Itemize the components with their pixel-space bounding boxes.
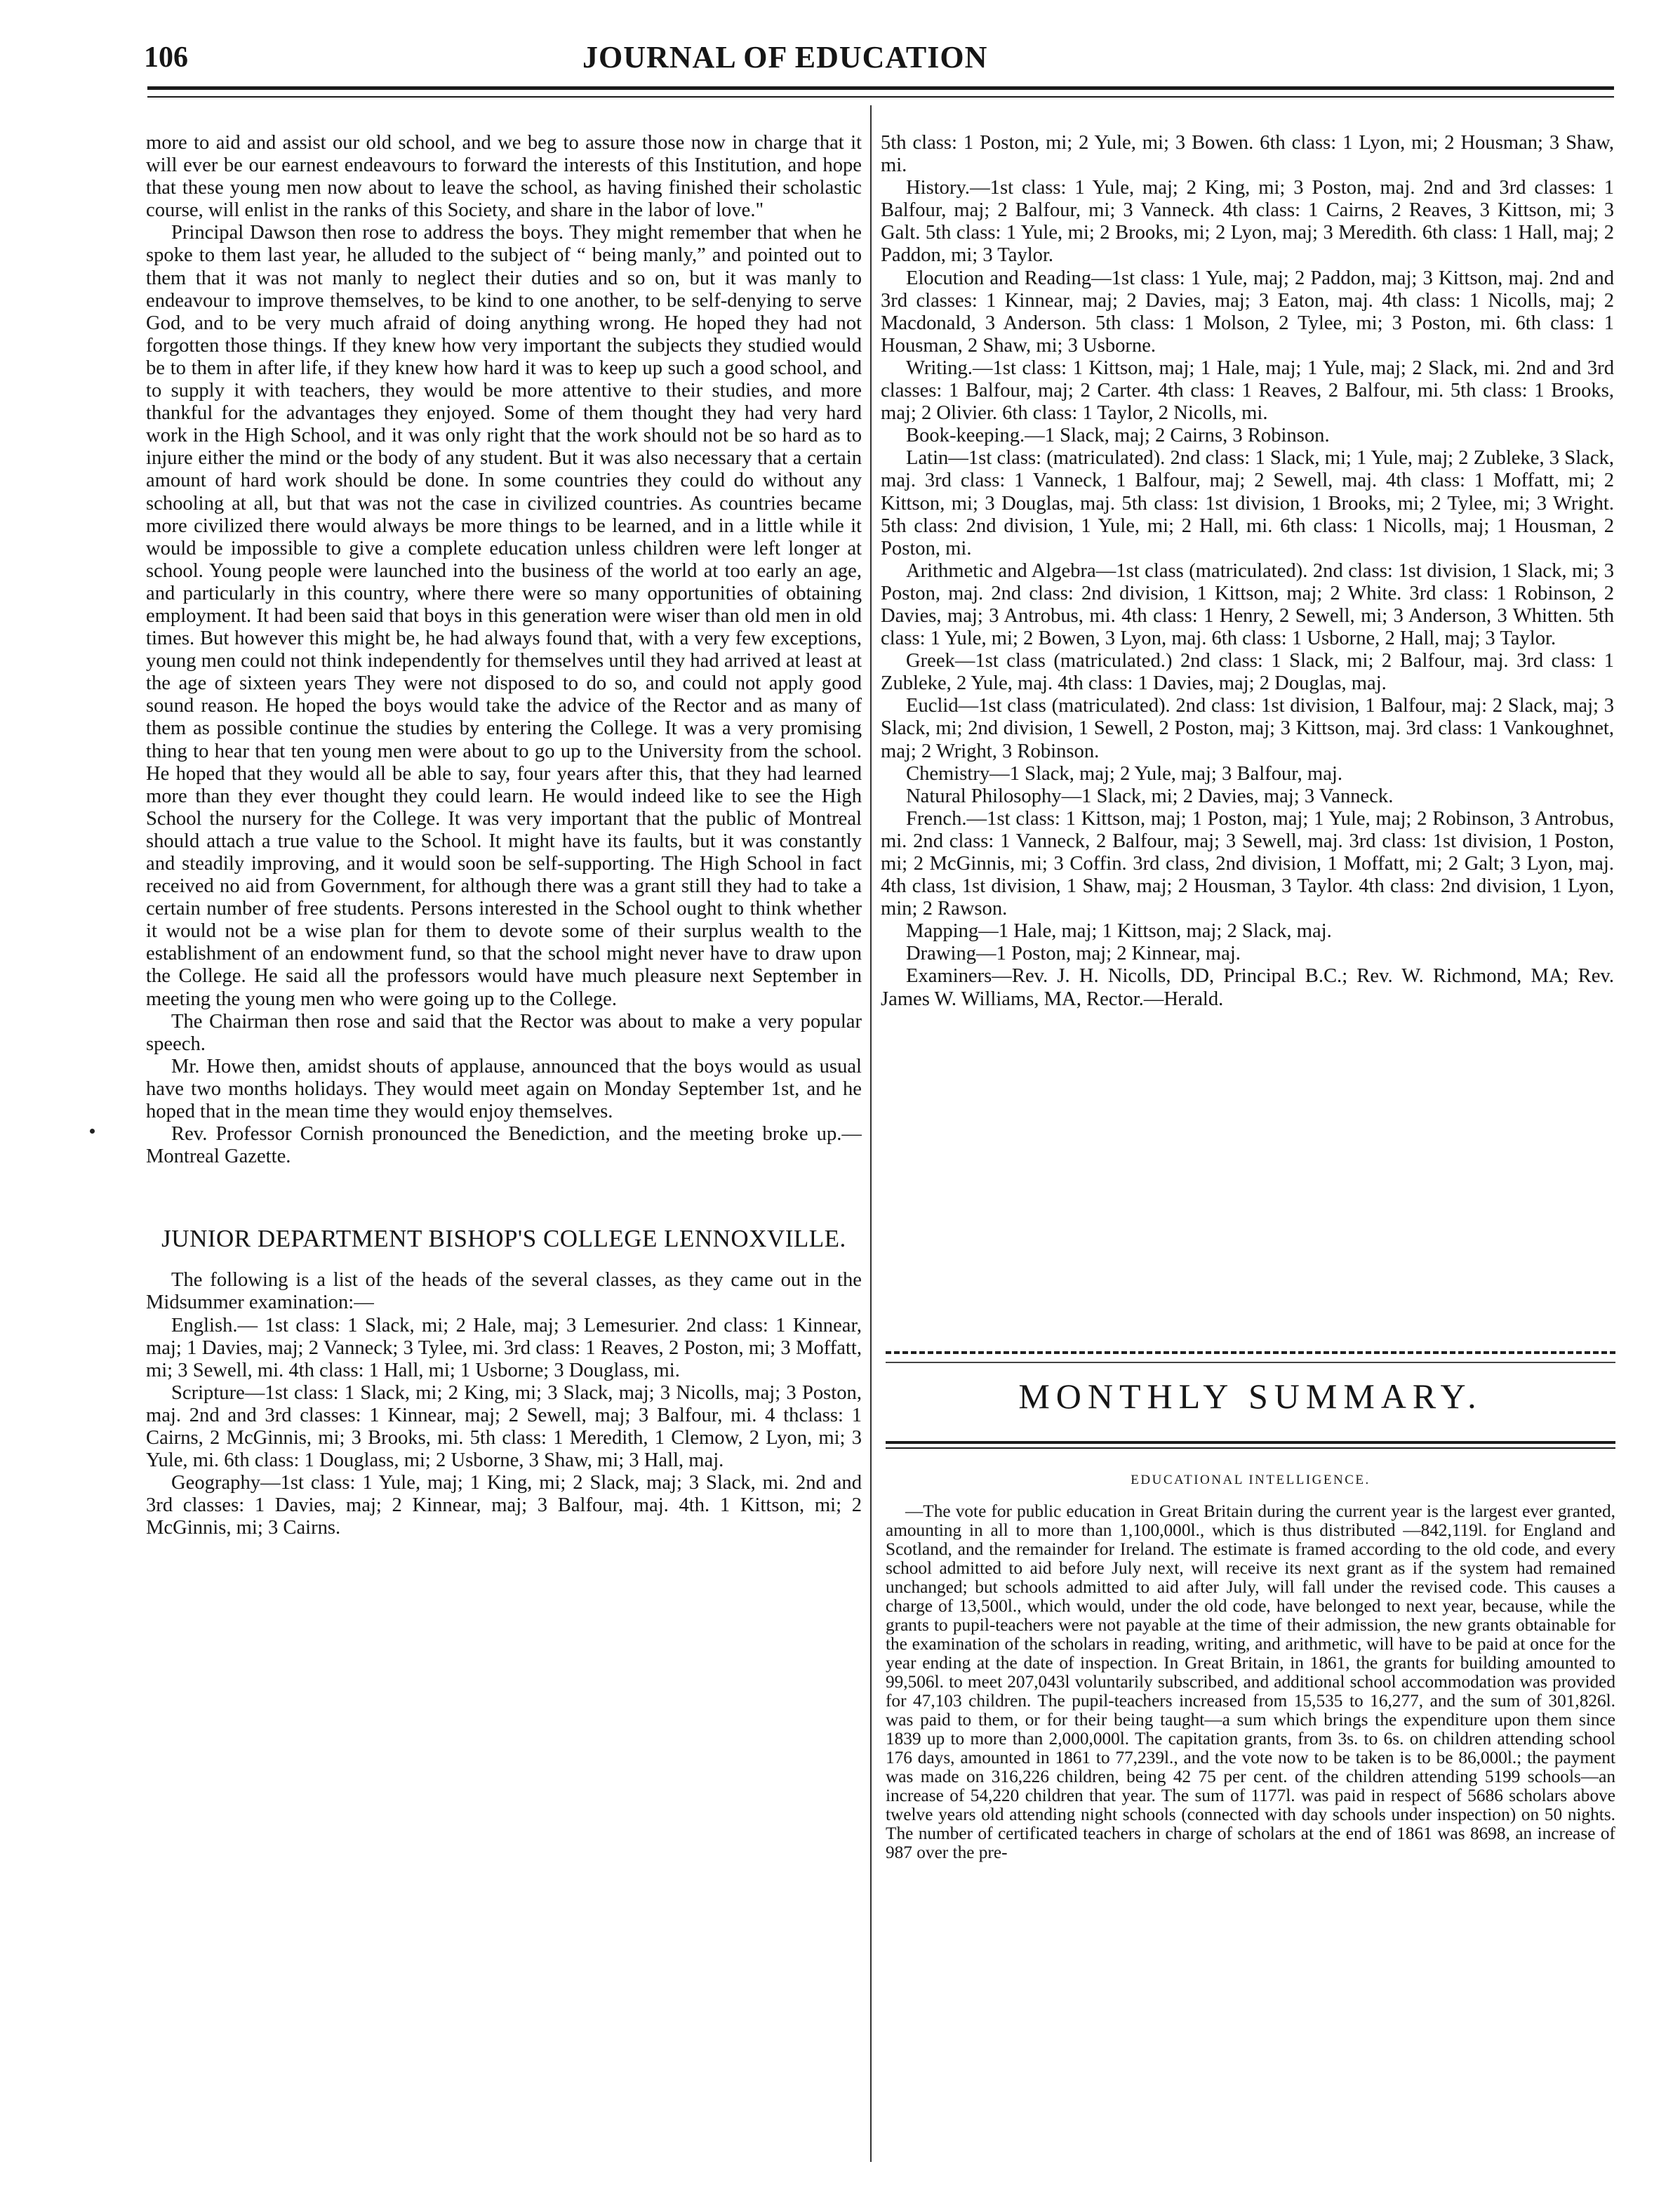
paragraph: The following is a list of the heads of the several classes, as they came out in the Midsummer examination:— <box>146 1269 862 1314</box>
paragraph: Greek—1st class (matriculated.) 2nd class: 1 Slack, mi; 2 Balfour, maj. 3rd class: 1 Zubleke, 2 Yule, maj. 4th class: 1 Davies, maj; 2 Douglas, maj. <box>881 650 1614 695</box>
section-divider-line <box>886 1362 1615 1363</box>
summary-rule-thick <box>886 1441 1615 1444</box>
paragraph: Mapping—1 Hale, maj; 1 Kittson, maj; 2 Slack, maj. <box>906 920 1332 943</box>
column-divider <box>870 105 872 2162</box>
section-divider-dashed <box>886 1351 1615 1354</box>
section-heading: JUNIOR DEPARTMENT BISHOP'S COLLEGE LENNOXVILLE. <box>161 1225 846 1253</box>
summary-subheading: EDUCATIONAL INTELLIGENCE. <box>1131 1473 1371 1487</box>
paragraph: Examiners—Rev. J. H. Nicolls, DD, Principal B.C.; Rev. W. Richmond, MA; Rev. James W. Williams, MA, Rector.—Herald. <box>881 965 1614 1010</box>
paragraph: English.— 1st class: 1 Slack, mi; 2 Hale, maj; 3 Lemesurier. 2nd class: 1 Kinnear, maj; 1 Davies, maj; 2 Vanneck; 3 Tylee, mi. 3rd class: 1 Reaves, 2 Poston, mi; 3 Moffatt, mi; 3 Sewell, mi. 4th class: 1 Hall, mi; 1 Usborne; 3 Douglass, mi. <box>146 1314 862 1381</box>
paragraph: —The vote for public education in Great Britain during the current year is the largest ever granted, amounting in all to more than 1,100,000l., which is thus distributed —842,119l. for England and Scotland, and the remainder for Ireland. The estimate is framed according to the old code, and every school admitted to aid before July next, will receive its next grant as if the system had remained unchanged; but schools admitted to aid after July, will fall under the revised code. This causes a charge of 13,500l., which would, under the old code, have belonged to next year, because, while the grants to pupil-teachers were not payable at the time of their admission, the new grants obtainable for the examination of the scholars in reading, writing, and arithmetic, will have to be paid at once for the year ending at the date of inspection. In Great Britain, in 1861, the grants for building amounted to 99,506l. to meet 207,043l voluntarily subscribed, and additional school accommodation was provided for 47,103 children. The pupil-teachers increased from 15,535 to 16,277, and the sum of 301,826l. was paid to them, or for their being taught—a sum which brings the expenditure upon them since 1839 up to more than 2,000,000l. The capitation grants, from 3s. to 6s. on children attending school 176 days, amounted in 1861 to 77,239l., and the vote now to be taken is to be 86,000l.; the payment was made on 316,226 children, being 42 75 per cent. of the children attending 5199 schools—an increase of 54,220 children that year. The sum of 1177l. was paid in respect of 5686 scholars above twelve years old attending night schools (connected with day schools under inspection) on 50 nights. The number of certificated teachers in charge of scholars at the end of 1861 was 8698, an increase of 987 over the pre- <box>886 1502 1615 1862</box>
paragraph: Arithmetic and Algebra—1st class (matriculated). 2nd class: 1st division, 1 Slack, mi; 3 Poston, maj. 2nd class: 2nd division, 1 Kittson, maj; 2 White. 3rd class: 1 Robinson, 2 Davies, maj; 3 Antrobus, mi. 4th class: 1 Henry, 2 Sewell, mi; 3 Anderson, 3 Whitten. 5th class: 1 Yule, mi; 2 Bowen, 3 Lyon, maj. 6th class: 1 Usborne, 2 Hall, maj; 3 Taylor. <box>881 559 1614 650</box>
paragraph: History.—1st class: 1 Yule, maj; 2 King, mi; 3 Poston, maj. 2nd and 3rd classes: 1 Balfour, maj; 2 Balfour, mi; 3 Vanneck. 4th class: 1 Cairns, 2 Reaves, 3 Kittson, mi; 3 Galt. 5th class: 1 Yule, mi; 2 Brooks, mi; 2 Lyon, maj; 3 Meredith. 6th class: 1 Hall, maj; 2 Paddon, mi; 3 Taylor. <box>881 177 1614 267</box>
paragraph: Scripture—1st class: 1 Slack, mi; 2 King, mi; 3 Slack, maj; 3 Nicolls, maj; 3 Poston, maj. 2nd and 3rd classes: 1 Kinnear, maj; 2 Sewell, maj; 3 Balfour, mi. 4 thclass: 1 Cairns, 2 McGinnis, mi; 3 Brooks, mi. 5th class: 1 Meredith, 1 Clemow, 2 Lyon, mi; 3 Yule, mi. 6th class: 1 Douglass, mi; 2 Usborne, 3 Shaw, mi; 3 Hall, maj. <box>146 1381 862 1472</box>
running-title: JOURNAL OF EDUCATION <box>582 40 988 74</box>
paragraph: Book-keeping.—1 Slack, maj; 2 Cairns, 3 Robinson. <box>906 425 1330 447</box>
paragraph: more to aid and assist our old school, and we beg to assure those now in charge that it will ever be our earnest endeavours to forward the interests of this Institution, and hope that these young men now about to leave the school, as having finished their scholastic course, will enlist in the ranks of this Society, and share in the labor of love." <box>146 132 862 222</box>
paragraph: Latin—1st class: (matriculated). 2nd class: 1 Slack, mi; 1 Yule, maj; 2 Zubleke, 3 Slack, maj. 3rd class: 1 Vanneck, 1 Balfour, maj; 2 Sewell, maj. 4th class: 1 Moffatt, mi; 2 Kittson, mi; 3 Douglas, maj. 5th class: 1st division, 1 Brooks, mi; 2 Tylee, mi; 3 Wright. 5th class: 2nd division, 1 Yule, mi; 2 Hall, mi. 6th class: 1 Nicolls, maj; 1 Housman, 2 Poston, mi. <box>881 447 1614 559</box>
summary-title: MONTHLY SUMMARY. <box>1018 1376 1483 1416</box>
paragraph: Principal Dawson then rose to address the boys. They might remember that when he spoke to them last year, he alluded to the subject of “ being manly,” and pointed out to them that it was not manly to neglect their duties and so on, but it was manly to endeavour to improve themselves, to be kind to one another, to be self-denying to serve God, and to be very much afraid of doing anything wrong. He hoped they had not forgotten those things. If they knew how very important the subjects they studied would be to them in after life, if they knew how hard it was to keep up such a good school, and to supply it with teachers, they would be more attentive to their studies, and more thankful for the advantages they enjoyed. Some of them thought they had very hard work in the High School, and it was only right that the work should not be so hard as to injure either the mind or the body of any student. But it was also necessary that a certain amount of hard work should be done. In some countries they could do without any schooling at all, but that was not the case in civilized countries. As countries became more civilized there would always be more things to be learned, and in a little while it would be impossible to give a complete education unless children were left longer at school. Young people were launched into the business of the world at too early an age, and particularly in this country, where there were so many opportunities of obtaining employment. It had been said that boys in this generation were wiser than old men in old times. But however this might be, he had always found that, with a very few exceptions, young men could not think independently for themselves until they had arrived at least at the age of sixteen years They were not disposed to do so, and could not apply good sound reason. He hoped the boys would take the advice of the Rector and as many of them as possible continue the studies by entering the College. It was a very promising thing to hear that ten young men were about to go up to the University from the school. He hoped that they would all be able to say, four years after this, that they had learned more than they ever thought they could learn. He would indeed like to see the High School the nursery for the College. It was very important that the public of Montreal should attach a true value to the School. It might have its faults, but it was constantly and steadily improving, and it would soon be self-supporting. The High School in fact received no aid from Government, for although there was a grant still they had to take a certain number of free students. Persons interested in the School ought to think whether it would not be a wise plan for them to devote some of their surplus wealth to the establishment of an endowment fund, so that the school might never have to draw upon the College. He said all the professors would have much pleasure next September in meeting the young men who were going up to the College. <box>146 222 862 1010</box>
left-column <box>146 132 862 2168</box>
summary-body <box>886 1502 1615 2148</box>
summary-rule-thin <box>886 1447 1615 1449</box>
paragraph: Writing.—1st class: 1 Kittson, maj; 1 Hale, maj; 1 Yule, maj; 2 Slack, mi. 2nd and 3rd classes: 1 Balfour, maj; 2 Carter. 4th class: 1 Reaves, 2 Balfour, mi. 5th class: 1 Brooks, maj; 2 Olivier. 6th class: 1 Taylor, 2 Nicolls, mi. <box>881 357 1614 425</box>
paragraph: The Chairman then rose and said that the Rector was about to make a very popular speech. <box>146 1010 862 1055</box>
right-column <box>881 132 1614 1360</box>
paragraph: Elocution and Reading—1st class: 1 Yule, maj; 2 Paddon, maj; 3 Kittson, maj. 2nd and 3rd classes: 1 Kinnear, maj; 2 Davies, maj; 3 Eaton, maj. 4th class: 1 Nicolls, maj; 2 Macdonald, 3 Anderson. 5th class: 1 Molson, 2 Tylee, mi; 3 Poston, mi. 6th class: 1 Housman, 2 Shaw, mi; 3 Usborne. <box>881 267 1614 357</box>
paragraph: French.—1st class: 1 Kittson, maj; 1 Poston, maj; 1 Yule, maj; 2 Robinson, 3 Antrobus, mi. 2nd class: 1 Vanneck, 2 Balfour, maj; 3 Sewell, maj. 3rd class: 1st division, 1 Poston, mi; 2 McGinnis, mi; 3 Coffin. 3rd class, 2nd division, 1 Moffatt, mi; 2 Galt; 3 Lyon, maj. 4th class, 1st division, 1 Shaw, maj; 2 Housman, 3 Taylor. 4th class: 2nd division, 1 Lyon, min; 2 Rawson. <box>881 807 1614 920</box>
margin-mark <box>90 1129 95 1134</box>
header-rule-thin <box>147 96 1614 98</box>
paragraph: Chemistry—1 Slack, maj; 2 Yule, maj; 3 Balfour, maj. <box>906 762 1342 785</box>
paragraph: Natural Philosophy—1 Slack, mi; 2 Davies, maj; 3 Vanneck. <box>906 785 1394 807</box>
paragraph: Euclid—1st class (matriculated). 2nd class: 1st division, 1 Balfour, maj: 2 Slack, maj; 3 Slack, mi; 2nd division, 1 Sewell, 2 Poston, maj; 3 Kittson, maj. 3rd class: 1 Vankoughnet, maj; 2 Wright, 3 Robinson. <box>881 695 1614 762</box>
page-number: 106 <box>144 41 188 74</box>
paragraph: 5th class: 1 Poston, mi; 2 Yule, mi; 3 Bowen. 6th class: 1 Lyon, mi; 2 Housman; 3 Shaw, mi. <box>881 132 1614 177</box>
paragraph: Rev. Professor Cornish pronounced the Benediction, and the meeting broke up.—Montreal Gazette. <box>146 1123 862 1168</box>
paragraph: Drawing—1 Poston, maj; 2 Kinnear, maj. <box>906 943 1241 965</box>
paragraph: Mr. Howe then, amidst shouts of applause, announced that the boys would as usual have two months holidays. They would meet again on Monday September 1st, and he hoped that in the mean time they would enjoy themselves. <box>146 1055 862 1123</box>
header-rule-thick <box>147 86 1614 90</box>
paragraph: Geography—1st class: 1 Yule, maj; 1 King, mi; 2 Slack, maj; 3 Slack, mi. 2nd and 3rd classes: 1 Davies, maj; 2 Kinnear, maj; 3 Balfour, maj. 4th. 1 Kittson, mi; 2 McGinnis, mi; 3 Cairns. <box>146 1472 862 1539</box>
